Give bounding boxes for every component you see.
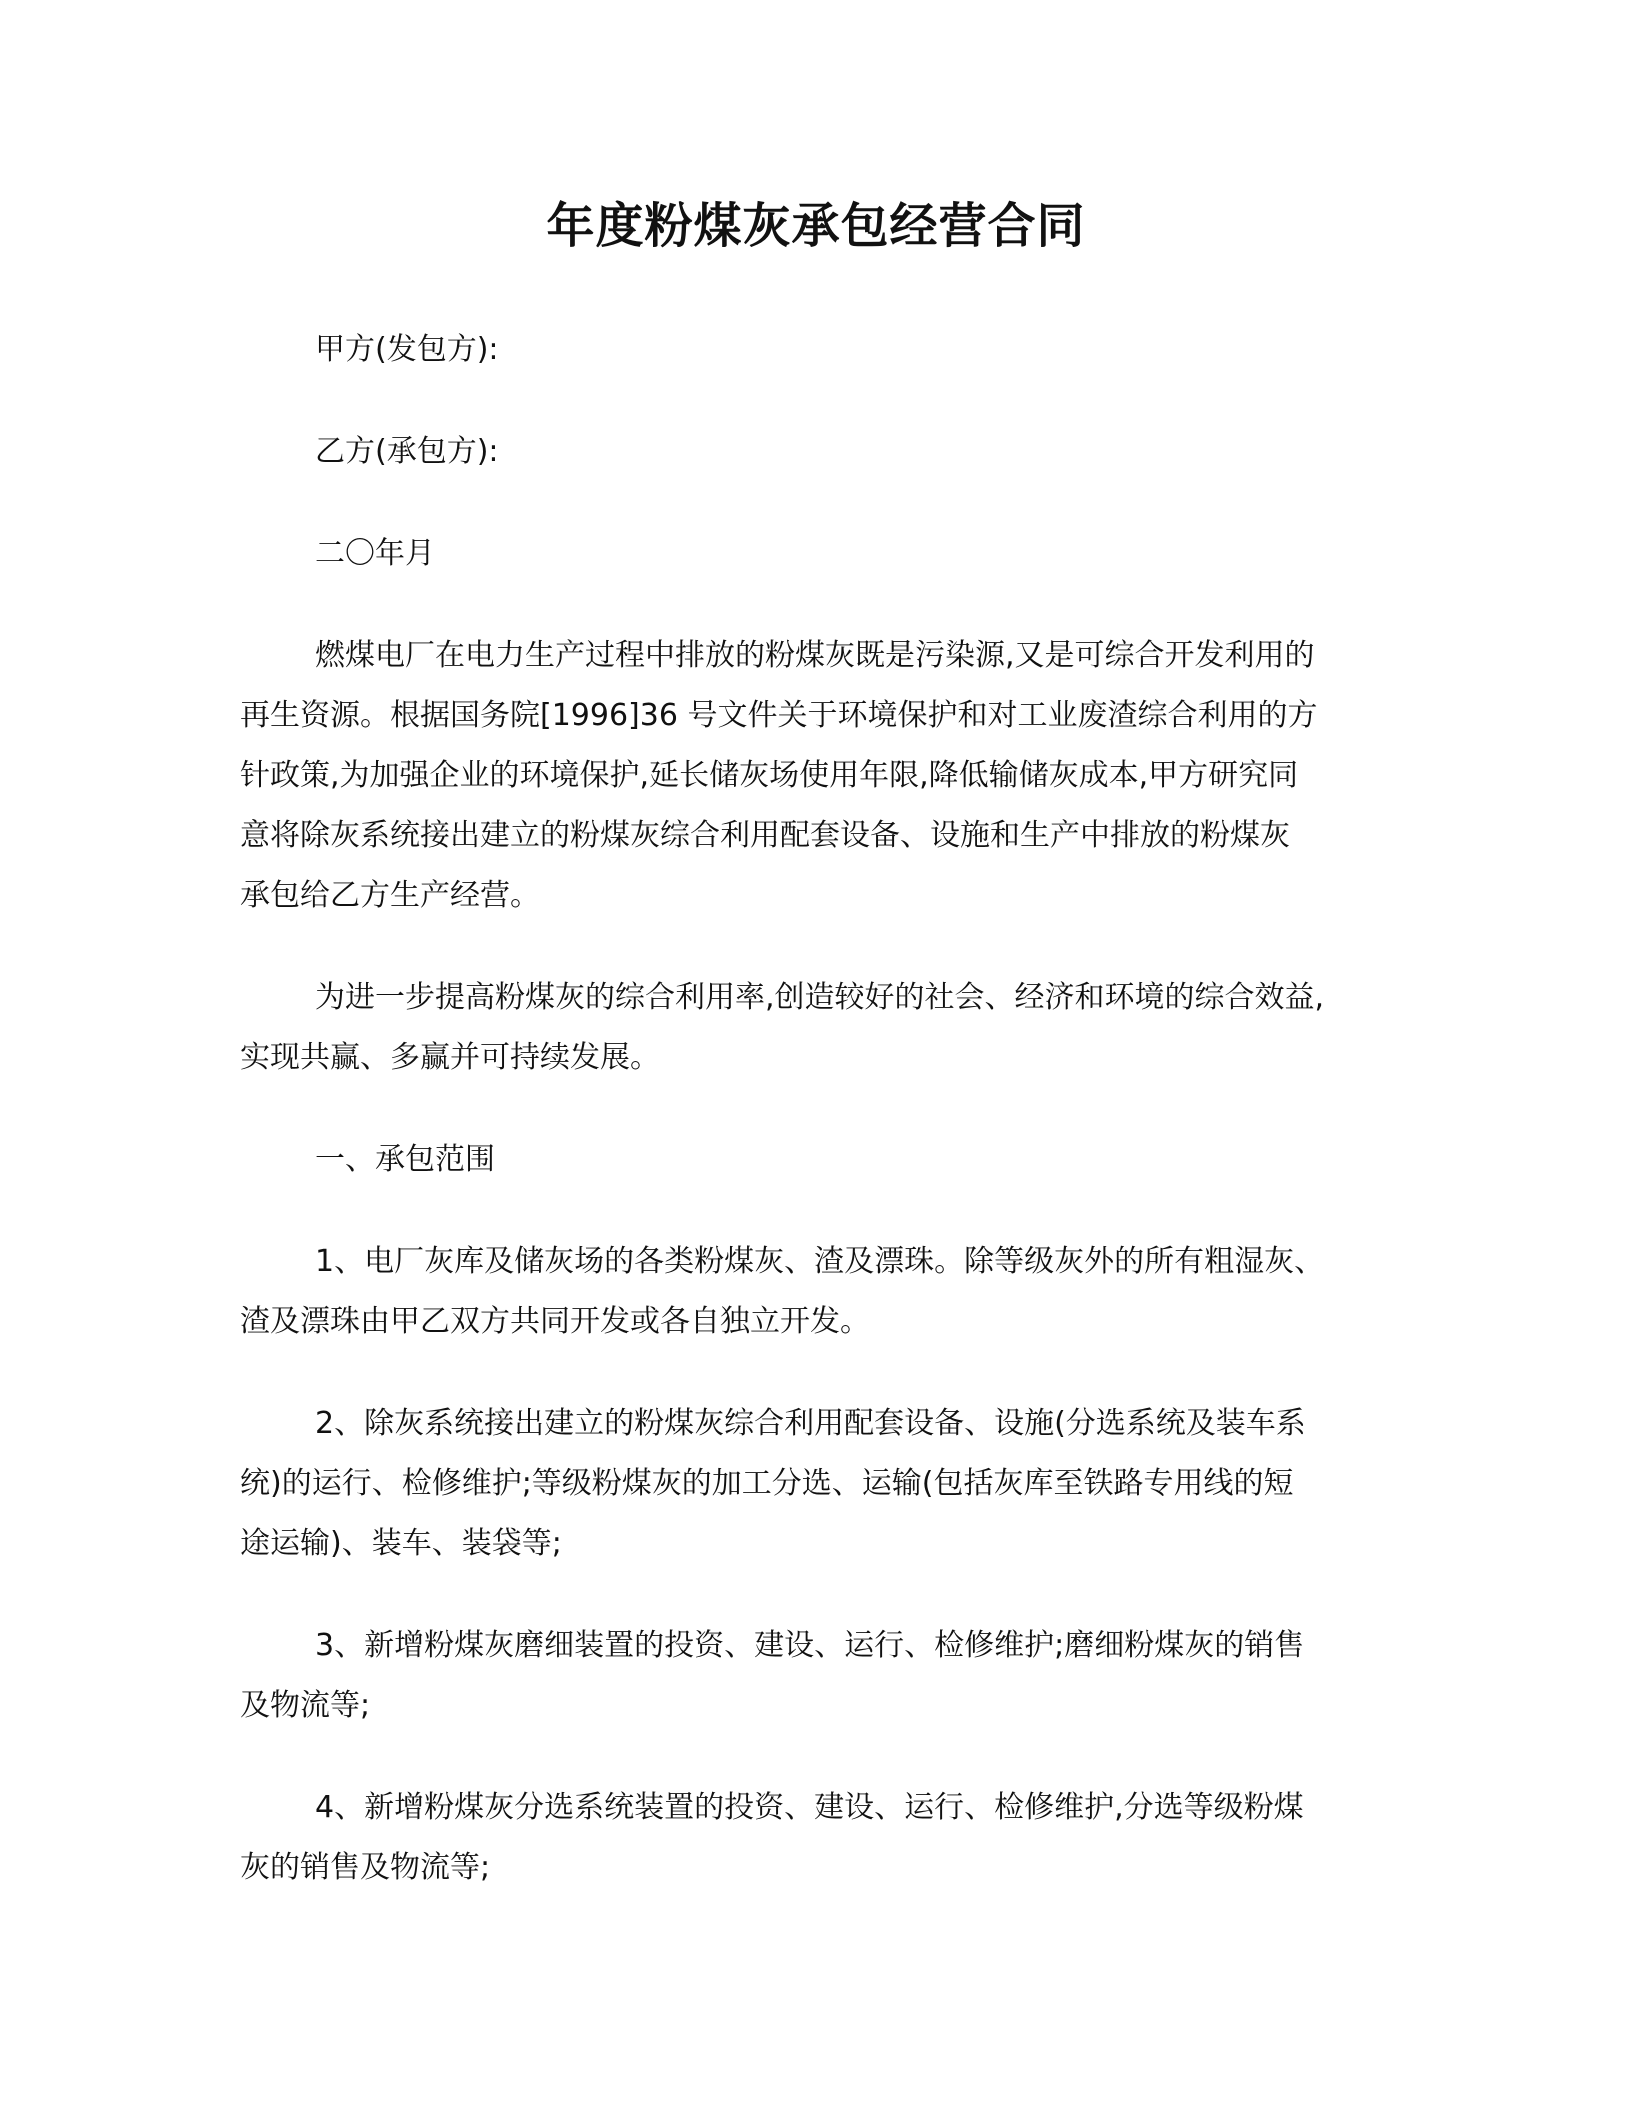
- clause-1: [240, 1232, 1390, 1352]
- paragraph-line: 实现共赢、多赢并可持续发展。: [240, 1040, 660, 1075]
- clause-4: [240, 1778, 1390, 1898]
- paragraph-line: 承包给乙方生产经营。: [240, 878, 540, 913]
- paragraph-preamble: [240, 626, 1390, 926]
- document-title: 年度粉煤灰承包经营合同: [546, 198, 1086, 254]
- party-a-line: 甲方(发包方):: [315, 332, 499, 367]
- clause-3: [240, 1616, 1390, 1736]
- paragraph-purpose: [240, 968, 1390, 1088]
- paragraph-line: 针政策,为加强企业的环境保护,延长储灰场使用年限,降低输储灰成本,甲方研究同: [240, 758, 1299, 793]
- clause-line: 1、电厂灰库及储灰场的各类粉煤灰、渣及漂珠。除等级灰外的所有粗湿灰、: [315, 1244, 1325, 1279]
- clause-line: 及物流等;: [240, 1688, 371, 1723]
- paragraph-line: 意将除灰系统接出建立的粉煤灰综合利用配套设备、设施和生产中排放的粉煤灰: [240, 818, 1290, 853]
- document-body: [240, 320, 1390, 1940]
- clause-line: 4、新增粉煤灰分选系统装置的投资、建设、运行、检修维护,分选等级粉煤: [315, 1790, 1304, 1825]
- clause-line: 3、新增粉煤灰磨细装置的投资、建设、运行、检修维护;磨细粉煤灰的销售: [315, 1628, 1305, 1663]
- date-line: 二〇年月: [315, 536, 435, 571]
- clause-line: 2、除灰系统接出建立的粉煤灰综合利用配套设备、设施(分选系统及装车系: [315, 1406, 1306, 1441]
- clause-line: 渣及漂珠由甲乙双方共同开发或各自独立开发。: [240, 1304, 870, 1339]
- paragraph-line: 燃煤电厂在电力生产过程中排放的粉煤灰既是污染源,又是可综合开发利用的: [315, 638, 1315, 673]
- clause-line: 统)的运行、检修维护;等级粉煤灰的加工分选、运输(包括灰库至铁路专用线的短: [240, 1466, 1294, 1501]
- paragraph-line: 再生资源。根据国务院[1996]36 号文件关于环境保护和对工业废渣综合利用的方: [240, 698, 1318, 733]
- section-heading: 一、承包范围: [315, 1142, 495, 1177]
- clause-2: [240, 1394, 1390, 1574]
- section-heading-scope: [240, 1130, 1390, 1190]
- clause-line: 途运输)、装车、装袋等;: [240, 1526, 562, 1561]
- paragraph-line: 为进一步提高粉煤灰的综合利用率,创造较好的社会、经济和环境的综合效益,: [315, 980, 1325, 1015]
- party-b-line: 乙方(承包方):: [315, 434, 499, 469]
- clause-line: 灰的销售及物流等;: [240, 1850, 491, 1885]
